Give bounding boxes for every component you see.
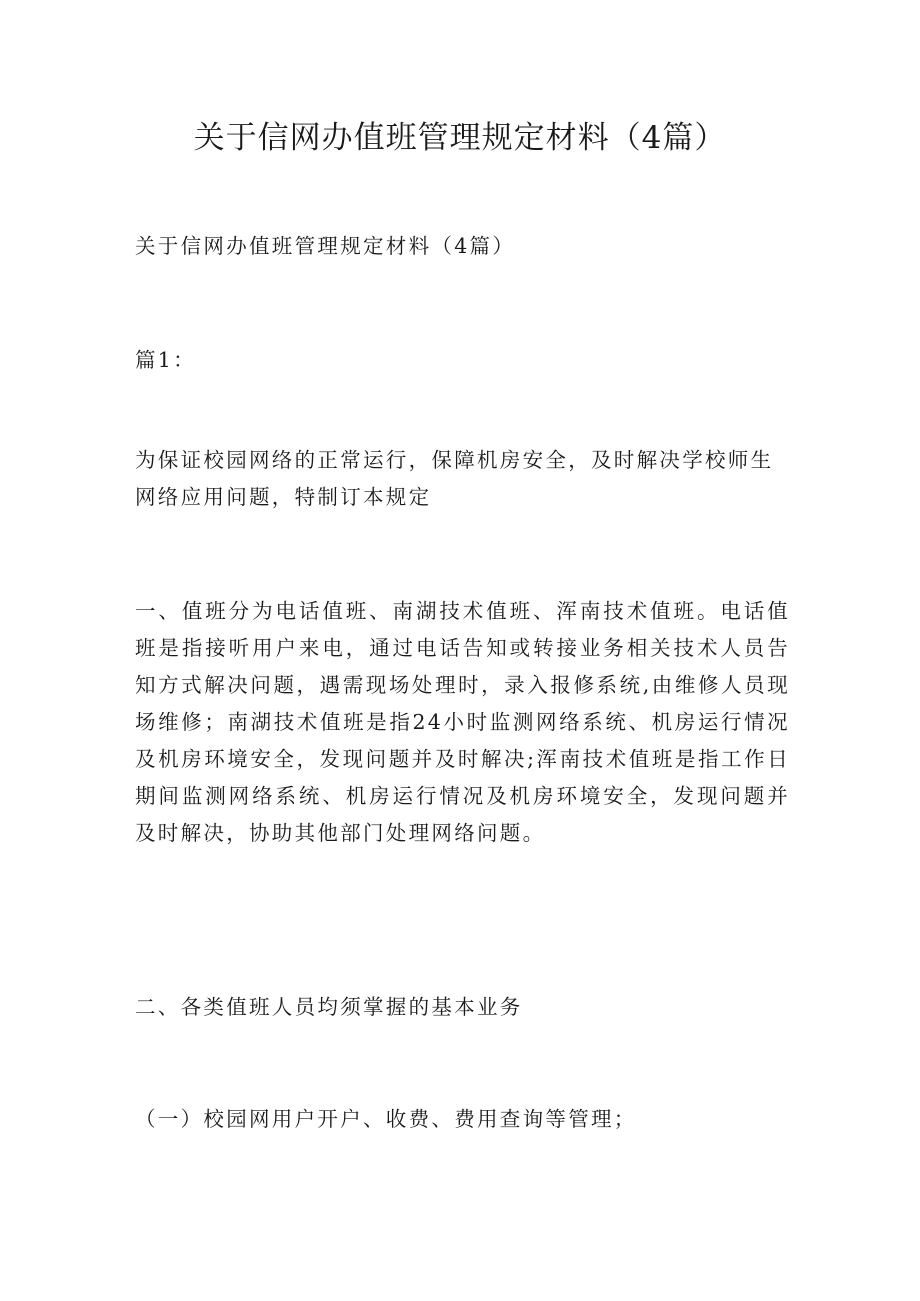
document-subtitle: 关于信网办值班管理规定材料（4篇） <box>135 234 516 258</box>
list-item: （一）校园网用户开户、收费、费用查询等管理； <box>135 1107 637 1131</box>
intro-paragraph: 为保证校园网络的正常运行，保障机房安全，及时解决学校师生网络应用问题，特制订本规定 <box>135 448 774 509</box>
document-title: 关于信网办值班管理规定材料（4篇） <box>193 120 727 156</box>
section-2-heading: 二、各类值班人员均须掌握的基本业务 <box>135 995 523 1019</box>
section-1-paragraph: 一、值班分为电话值班、南湖技术值班、浑南技术值班。电话值班是指接听用户来电，通过电话告知或转接业务相关技术人员告知方式解决问题，遇需现场处理时，录入报修系统,由维修人员现场维修；南湖技术值班是指24小时监测网络系统、机房运行情况及机房环境安全，发现问题并及时解决;浑南技术值班是指工作日期间监测网络系统、机房运行情况及机房环境安全，发现问题并及时解决，协助其他部门处理网络问题。 <box>135 599 790 845</box>
chapter-label: 篇1： <box>135 348 196 372</box>
